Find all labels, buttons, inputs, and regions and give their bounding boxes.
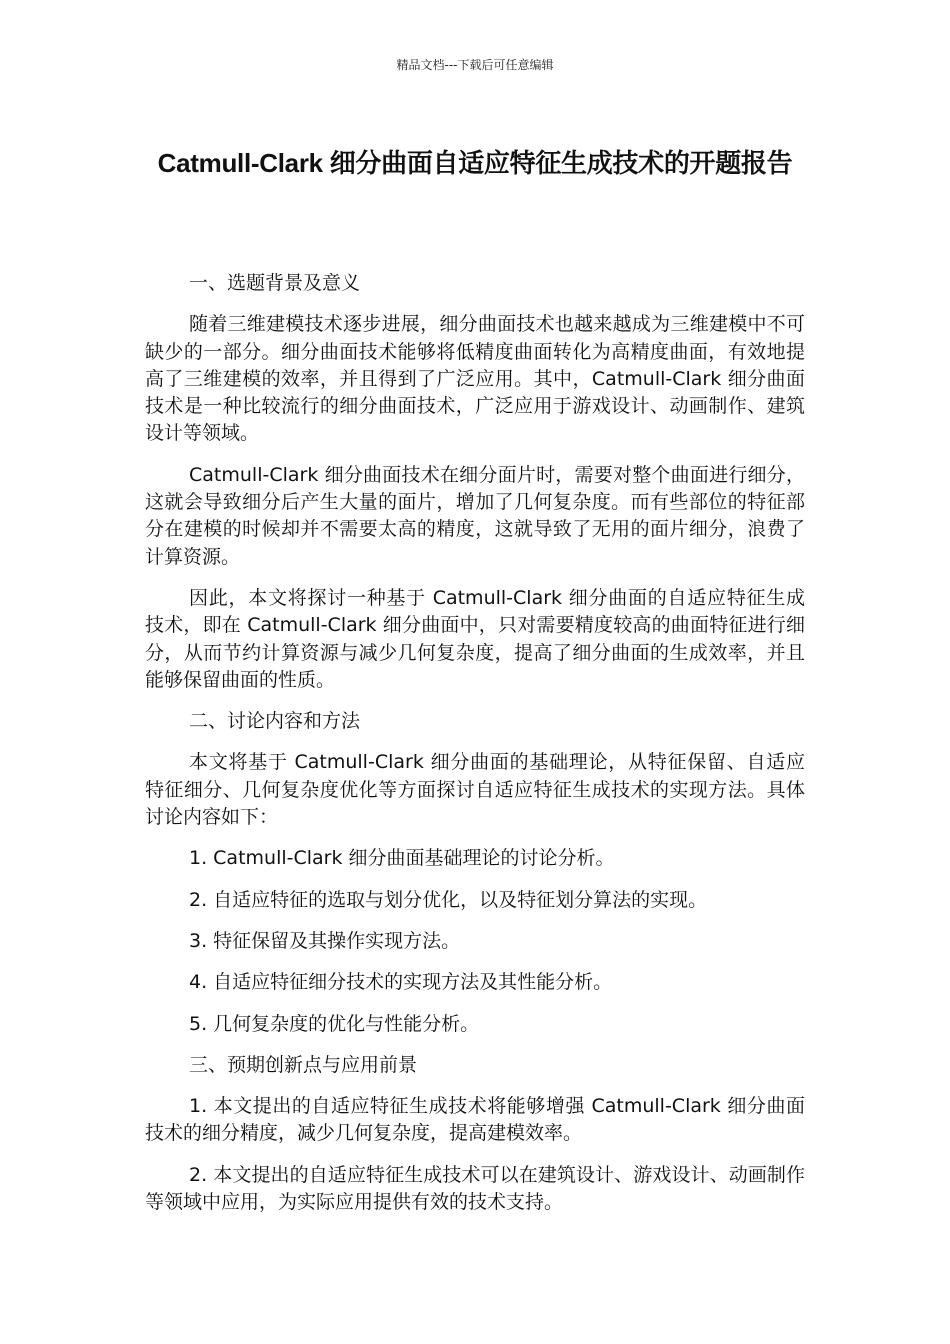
page-header-note: 精品文档---下载后可任意编辑 bbox=[396, 58, 554, 72]
section-3-item: 1. 本文提出的自适应特征生成技术将能够增强 Catmull-Clark 细分曲面技术的细分精度，减少几何复杂度，提高建模效率。 bbox=[145, 1095, 805, 1145]
section-1-paragraph-3: 因此，本文将探讨一种基于 Catmull-Clark 细分曲面的自适应特征生成技术，即在 Catmull-Clark 细分曲面中，只对需要精度较高的曲面特征进行细分，从而节约计算资源与减少几何复杂度，提高了细分曲面的生成效率，并且能够保留曲面的性质。 bbox=[145, 586, 805, 691]
section-2-item: 1. Catmull-Clark 细分曲面基础理论的讨论分析。 bbox=[189, 847, 615, 870]
section-2-item: 2. 自适应特征的选取与划分优化，以及特征划分算法的实现。 bbox=[189, 888, 708, 911]
section-3-heading: 三、预期创新点与应用前景 bbox=[189, 1053, 418, 1076]
section-1-paragraph-1: 随着三维建模技术逐步进展，细分曲面技术也越来越成为三维建模中不可缺少的一部分。细分曲面技术能够将低精度曲面转化为高精度曲面，有效地提高了三维建模的效率，并且得到了广泛应用。其中，Catmull-Clark 细分曲面技术是一种比较流行的细分曲面技术，广泛应用于游戏设计、动画制作、建筑设计等领域。 bbox=[145, 313, 805, 445]
section-2-heading: 二、讨论内容和方法 bbox=[189, 710, 361, 733]
section-3-item: 2. 本文提出的自适应特征生成技术可以在建筑设计、游戏设计、动画制作等领域中应用，为实际应用提供有效的技术支持。 bbox=[145, 1163, 805, 1214]
document-body bbox=[145, 270, 805, 1230]
section-2-intro: 本文将基于 Catmull-Clark 细分曲面的基础理论，从特征保留、自适应特征细分、几何复杂度优化等方面探讨自适应特征生成技术的实现方法。具体讨论内容如下： bbox=[145, 751, 805, 829]
document-title: Catmull-Clark 细分曲面自适应特征生成技术的开题报告 bbox=[157, 148, 793, 178]
section-2-item: 4. 自适应特征细分技术的实现方法及其性能分析。 bbox=[189, 971, 613, 994]
section-1-heading: 一、选题背景及意义 bbox=[189, 272, 361, 294]
section-1-paragraph-2: Catmull-Clark 细分曲面技术在细分面片时，需要对整个曲面进行细分，这就会导致细分后产生大量的面片，增加了几何复杂度。而有些部位的特征部分在建模的时候却并不需要太高的精度，这就导致了无用的面片细分，浪费了计算资源。 bbox=[145, 463, 805, 568]
section-2-item: 3. 特征保留及其操作实现方法。 bbox=[189, 929, 461, 952]
section-2-item: 5. 几何复杂度的优化与性能分析。 bbox=[189, 1012, 480, 1035]
